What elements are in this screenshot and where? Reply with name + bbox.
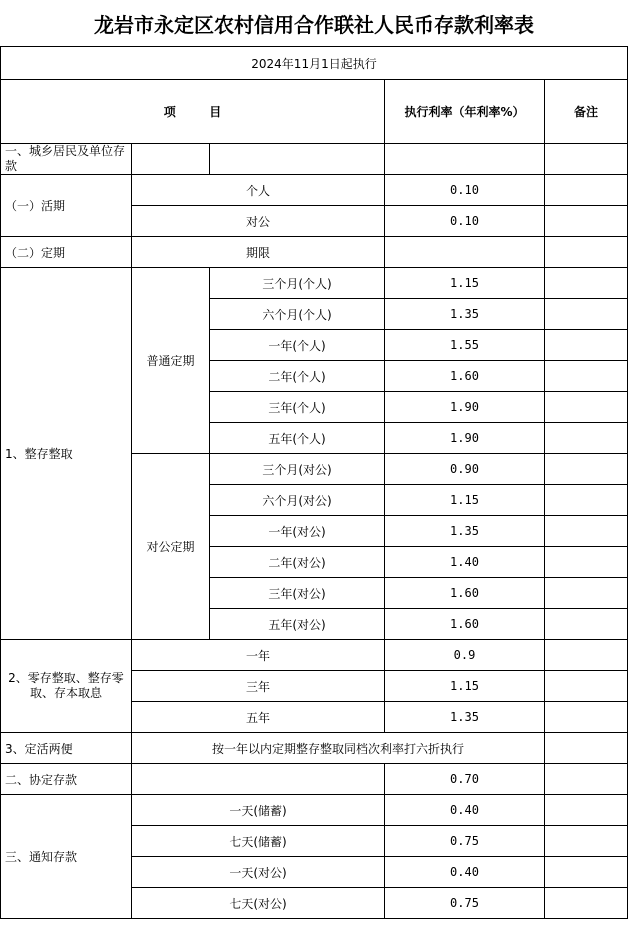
remark-cell bbox=[545, 609, 628, 640]
remark-cell bbox=[545, 640, 628, 671]
rate-cell: 0.10 bbox=[385, 206, 545, 237]
remark-cell bbox=[545, 578, 628, 609]
flexible-text: 按一年以内定期整存整取同档次利率打六折执行 bbox=[132, 733, 545, 764]
remark-cell bbox=[545, 330, 628, 361]
remark-cell bbox=[545, 237, 628, 268]
rate-cell: 0.70 bbox=[385, 764, 545, 795]
remark-cell bbox=[545, 764, 628, 795]
empty-cell bbox=[210, 144, 385, 175]
rate-cell: 0.75 bbox=[385, 826, 545, 857]
rate-cell: 1.90 bbox=[385, 423, 545, 454]
empty-cell bbox=[132, 144, 210, 175]
term-cell: 三年(对公) bbox=[210, 578, 385, 609]
term-cell: 二年(对公) bbox=[210, 547, 385, 578]
rate-cell: 0.40 bbox=[385, 857, 545, 888]
rate-cell: 0.40 bbox=[385, 795, 545, 826]
empty-cell bbox=[132, 764, 385, 795]
group-label: 普通定期 bbox=[132, 268, 210, 454]
demand-label: （一）活期 bbox=[1, 175, 132, 237]
rate-cell: 1.60 bbox=[385, 578, 545, 609]
term-cell: 一天(对公) bbox=[132, 857, 385, 888]
remark-cell bbox=[545, 454, 628, 485]
lump-label: 1、整存整取 bbox=[1, 268, 132, 640]
term-cell: 二年(个人) bbox=[210, 361, 385, 392]
notice-label: 三、通知存款 bbox=[1, 795, 132, 919]
header-item: 项 目 bbox=[1, 80, 385, 144]
rate-cell: 0.9 bbox=[385, 640, 545, 671]
term-cell: 六个月(对公) bbox=[210, 485, 385, 516]
agreement-label: 二、协定存款 bbox=[1, 764, 132, 795]
remark-cell bbox=[545, 423, 628, 454]
header-rate: 执行利率（年利率%） bbox=[385, 80, 545, 144]
rate-cell: 1.60 bbox=[385, 361, 545, 392]
remark-cell bbox=[545, 299, 628, 330]
rate-cell: 1.15 bbox=[385, 268, 545, 299]
header-remark: 备注 bbox=[545, 80, 628, 144]
term-cell: 七天(对公) bbox=[132, 888, 385, 919]
remark-cell bbox=[545, 516, 628, 547]
group-label: 对公定期 bbox=[132, 454, 210, 640]
remark-cell bbox=[545, 857, 628, 888]
empty-cell bbox=[385, 237, 545, 268]
term-cell: 五年 bbox=[132, 702, 385, 733]
remark-cell bbox=[545, 361, 628, 392]
term-cell: 一年(个人) bbox=[210, 330, 385, 361]
remark-cell bbox=[545, 392, 628, 423]
empty-cell bbox=[545, 144, 628, 175]
rate-cell: 1.40 bbox=[385, 547, 545, 578]
flexible-label: 3、定活两便 bbox=[1, 733, 132, 764]
rate-cell: 1.60 bbox=[385, 609, 545, 640]
term-cell: 一年(对公) bbox=[210, 516, 385, 547]
term-cell: 五年(个人) bbox=[210, 423, 385, 454]
remark-cell bbox=[545, 795, 628, 826]
rate-cell: 1.90 bbox=[385, 392, 545, 423]
term-cell: 三年 bbox=[132, 671, 385, 702]
term-cell: 三年(个人) bbox=[210, 392, 385, 423]
effective-date: 2024年11月1日起执行 bbox=[1, 47, 628, 80]
remark-cell bbox=[545, 733, 628, 764]
term-cell: 一年 bbox=[132, 640, 385, 671]
remark-cell bbox=[545, 268, 628, 299]
rate-cell: 1.15 bbox=[385, 671, 545, 702]
rate-cell: 1.35 bbox=[385, 516, 545, 547]
fixed-label: （二）定期 bbox=[1, 237, 132, 268]
term-cell: 三个月(个人) bbox=[210, 268, 385, 299]
remark-cell bbox=[545, 888, 628, 919]
remark-cell bbox=[545, 702, 628, 733]
empty-cell bbox=[385, 144, 545, 175]
installment-label: 2、零存整取、整存零取、存本取息 bbox=[1, 640, 132, 733]
term-cell: 七天(储蓄) bbox=[132, 826, 385, 857]
rate-cell: 1.55 bbox=[385, 330, 545, 361]
term-cell: 一天(储蓄) bbox=[132, 795, 385, 826]
term-header: 期限 bbox=[132, 237, 385, 268]
remark-cell bbox=[545, 671, 628, 702]
rate-cell: 0.90 bbox=[385, 454, 545, 485]
rate-cell: 1.35 bbox=[385, 702, 545, 733]
term-cell: 六个月(个人) bbox=[210, 299, 385, 330]
section-label: 一、城乡居民及单位存款 bbox=[1, 144, 132, 175]
page-title: 龙岩市永定区农村信用合作联社人民币存款利率表 bbox=[94, 12, 534, 37]
remark-cell bbox=[545, 547, 628, 578]
term-cell: 五年(对公) bbox=[210, 609, 385, 640]
rate-cell: 0.75 bbox=[385, 888, 545, 919]
term-cell: 个人 bbox=[132, 175, 385, 206]
rate-cell: 1.35 bbox=[385, 299, 545, 330]
remark-cell bbox=[545, 826, 628, 857]
remark-cell bbox=[545, 206, 628, 237]
term-cell: 三个月(对公) bbox=[210, 454, 385, 485]
rate-cell: 0.10 bbox=[385, 175, 545, 206]
rate-cell: 1.15 bbox=[385, 485, 545, 516]
term-cell: 对公 bbox=[132, 206, 385, 237]
remark-cell bbox=[545, 175, 628, 206]
remark-cell bbox=[545, 485, 628, 516]
